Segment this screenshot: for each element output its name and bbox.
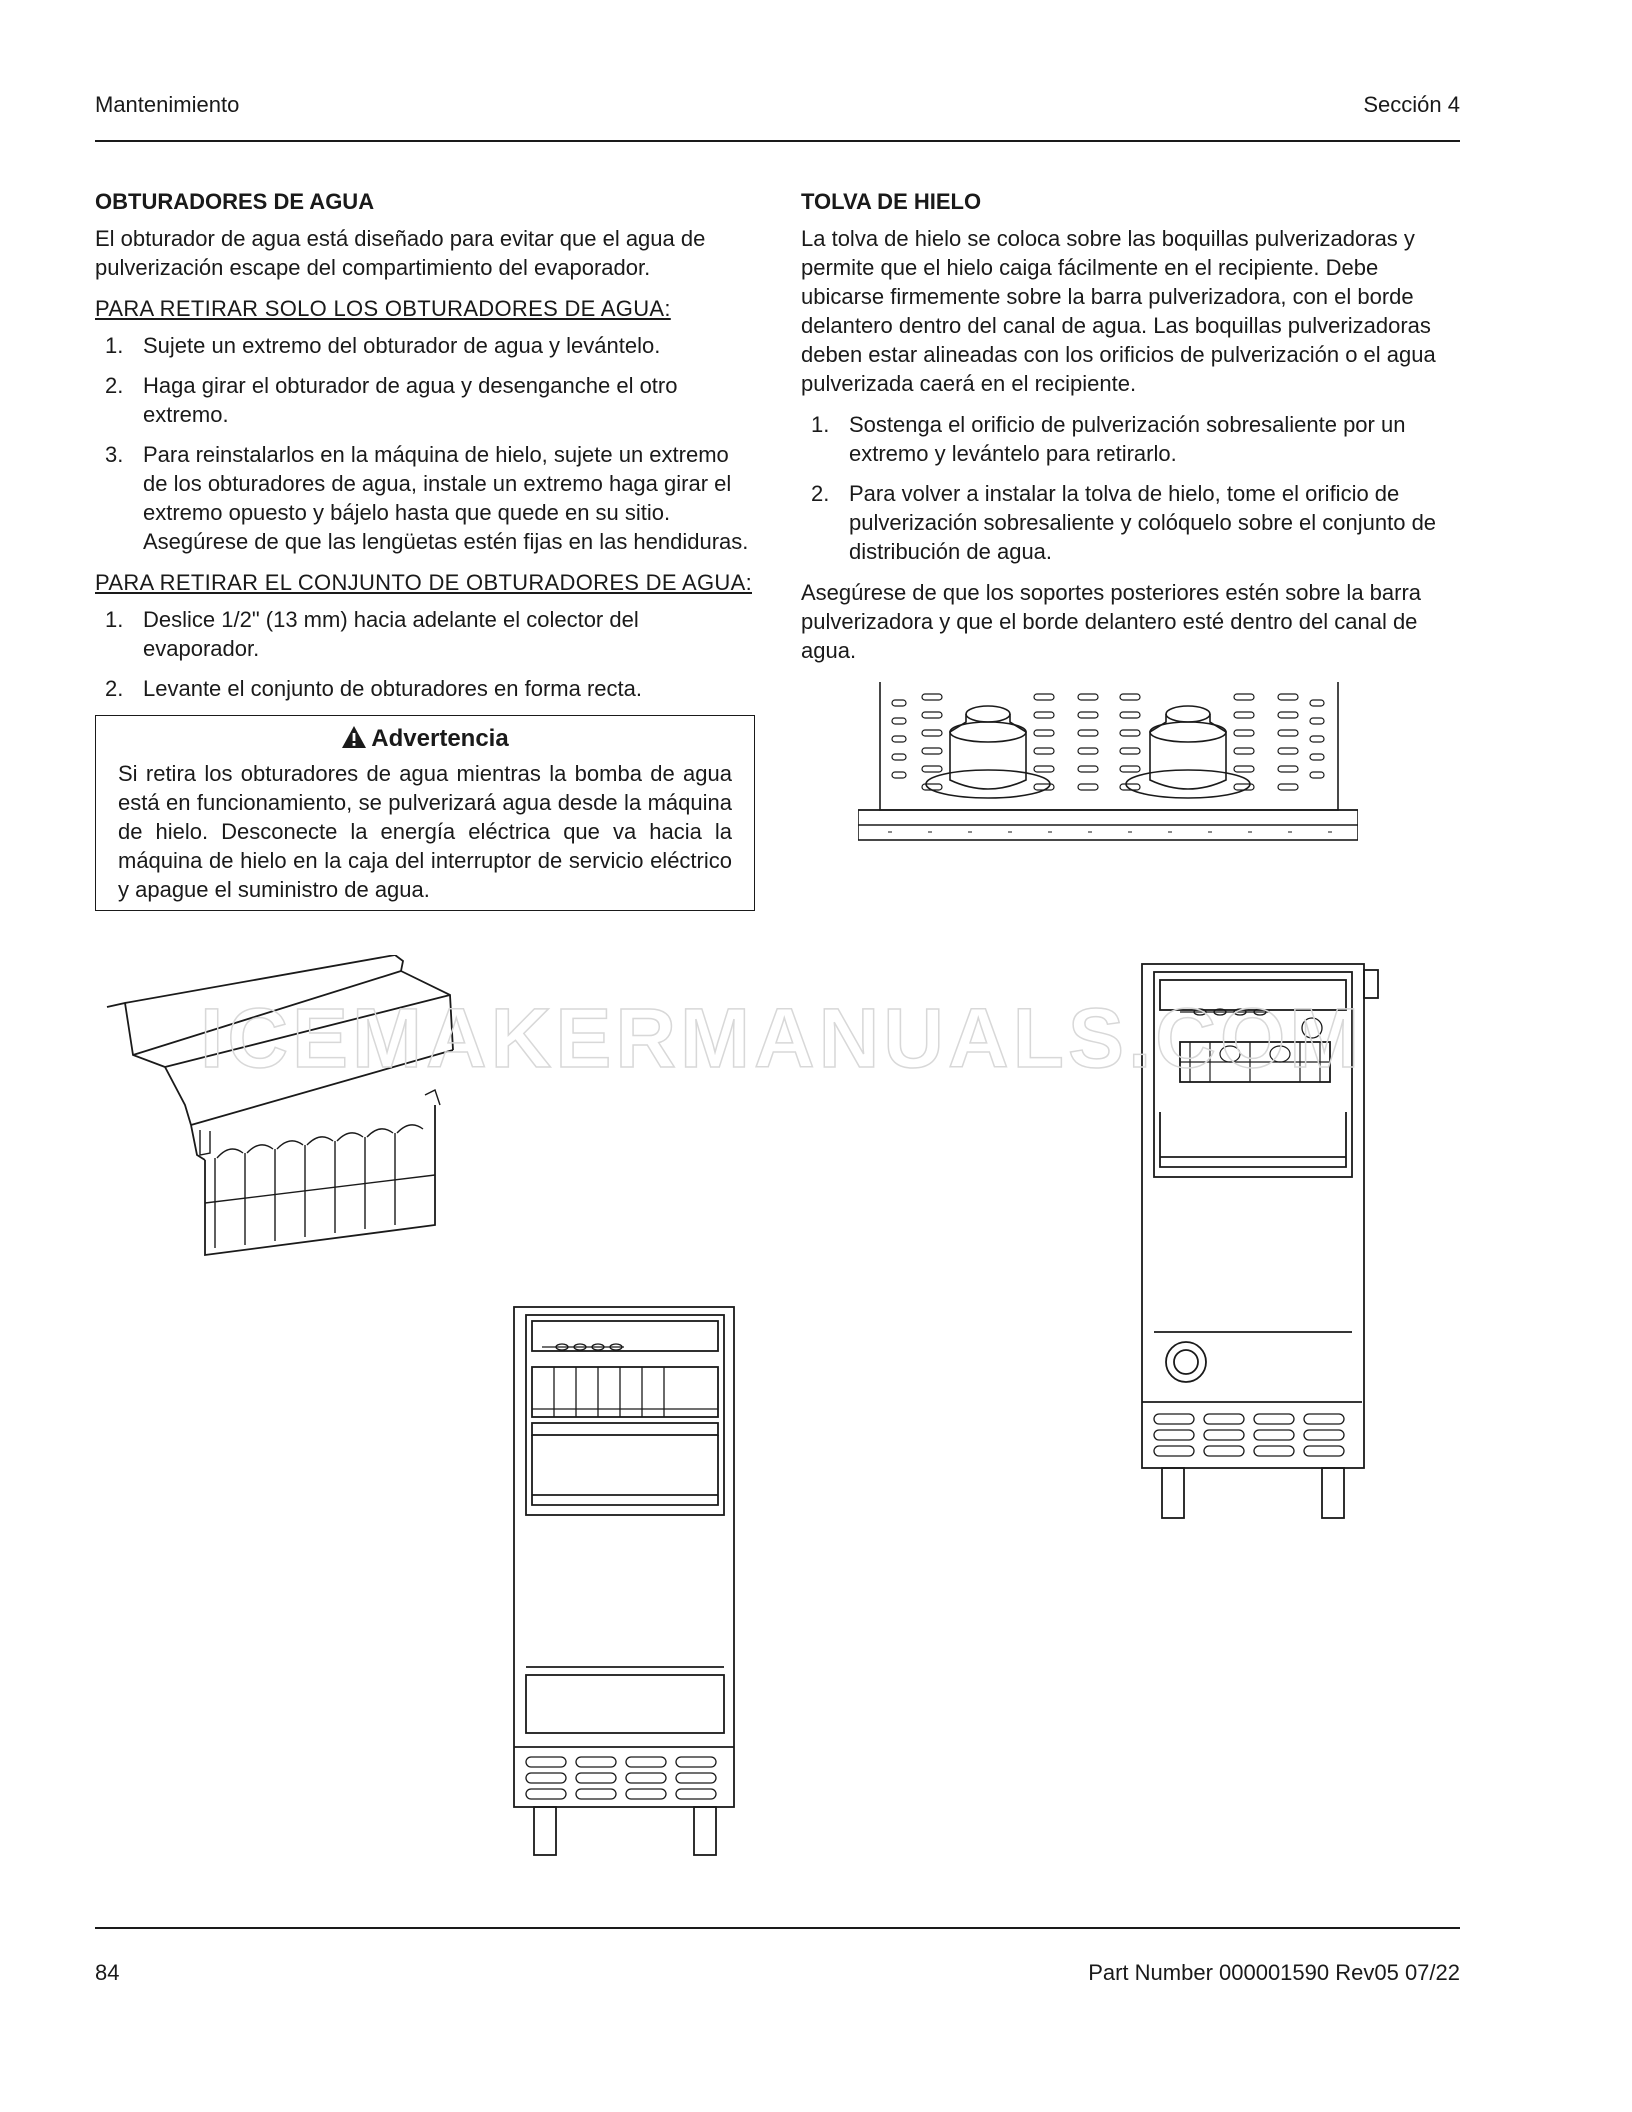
list-item: [95, 605, 755, 663]
ice-machine-front-figure: [512, 1305, 737, 1860]
step-text: Para volver a instalar la tolva de hielo, tome el orificio de pulverización sobresaliente y colóquelo sobre el conjunto de distribución de agua.: [849, 481, 1437, 564]
page-header: [95, 92, 1460, 122]
step-number: 2.: [105, 676, 124, 701]
step-text: Deslice 1/2" (13 mm) hacia adelante el colector del evaporador.: [143, 607, 639, 661]
step-text: Levante el conjunto de obturadores en forma recta.: [143, 676, 642, 701]
list-item: [95, 440, 755, 556]
list-item: [95, 674, 755, 703]
step-text: Para reinstalarlos en la máquina de hielo, sujete un extremo de los obturadores de agua, instale un extremo haga girar el extremo opuesto y bájelo hasta que quede en su sitio. Asegúrese de que las lengüetas estén fijas en las hendiduras.: [143, 442, 749, 554]
step-number: 1.: [105, 607, 124, 632]
left-column: [95, 188, 755, 911]
steps-list-3: [801, 410, 1461, 566]
right-column: [801, 188, 1461, 677]
list-item: [95, 331, 755, 360]
warning-triangle-icon: [341, 725, 367, 749]
steps-list-2: [95, 605, 755, 703]
warning-box: [95, 715, 755, 911]
part-number: Part Number 000001590 Rev05 07/22: [1088, 1960, 1460, 1985]
section-title-water-curtains: OBTURADORES DE AGUA: [95, 189, 375, 214]
step-number: 2.: [105, 373, 124, 398]
warning-body: Si retira los obturadores de agua mientras la bomba de agua está en funcionamiento, se pulverizará agua desde la máquina de hielo. Desconecte la energía eléctrica que va hacia la máquina de hielo en la caja del interruptor de servicio eléctrico y apague el suministro de agua.: [118, 761, 732, 902]
ice-chute-figure: [858, 680, 1358, 865]
warning-title: [118, 724, 732, 753]
list-item: [95, 371, 755, 429]
step-number: 2.: [811, 481, 830, 506]
watermark: ICEMAKERMANUALS.COM: [200, 991, 1364, 1085]
warning-title-text: Advertencia: [371, 725, 509, 752]
outro-paragraph: Asegúrese de que los soportes posteriores estén sobre la barra pulverizadora y que el borde delantero esté dentro del canal de agua.: [801, 580, 1422, 663]
list-item: [801, 479, 1461, 566]
subheading-remove-assembly: PARA RETIRAR EL CONJUNTO DE OBTURADORES DE AGUA:: [95, 570, 752, 595]
intro-paragraph: La tolva de hielo se coloca sobre las boquillas pulverizadoras y permite que el hielo caiga fácilmente en el recipiente. Debe ubicarse firmemente sobre la barra pulverizadora, con el borde delantero dentro del canal de agua. Las boquillas pulverizadoras deben estar alineadas con los orificios de pulverización o el agua pulverizada caerá en el recipiente.: [801, 226, 1436, 396]
step-text: Sostenga el orificio de pulverización sobresaliente por un extremo y levántelo para retirarlo.: [849, 412, 1406, 466]
page-number: 84: [95, 1960, 120, 1985]
section-title-ice-chute: TOLVA DE HIELO: [801, 189, 982, 214]
header-section-number: Sección 4: [1363, 92, 1460, 117]
steps-list-1: [95, 331, 755, 556]
subheading-remove-curtains: PARA RETIRAR SOLO LOS OBTURADORES DE AGUA:: [95, 296, 671, 321]
header-rule: [95, 140, 1460, 142]
header-section-name: Mantenimiento: [95, 92, 240, 117]
step-text: Sujete un extremo del obturador de agua y levántelo.: [143, 333, 661, 358]
list-item: [801, 410, 1461, 468]
intro-paragraph: El obturador de agua está diseñado para evitar que el agua de pulverización escape del compartimiento del evaporador.: [95, 226, 706, 280]
step-number: 3.: [105, 442, 124, 467]
step-number: 1.: [811, 412, 830, 437]
step-number: 1.: [105, 333, 124, 358]
footer-rule: [95, 1927, 1460, 1929]
step-text: Haga girar el obturador de agua y desenganche el otro extremo.: [143, 373, 678, 427]
